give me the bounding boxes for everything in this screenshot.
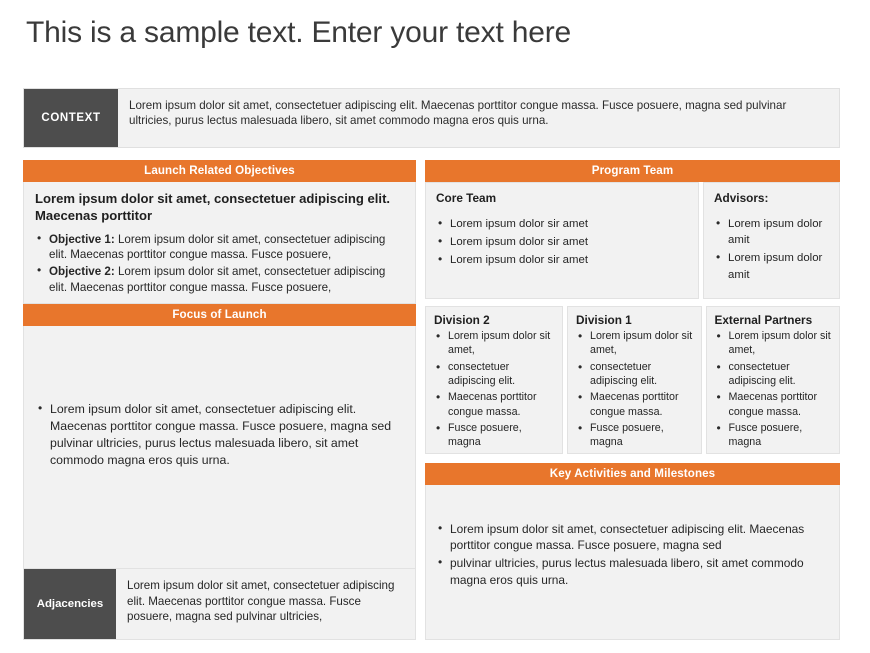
objective-label: Objective 1: [49,232,115,246]
launch-objectives-lead: Lorem ipsum dolor sit amet, consectetuer adipiscing elit. Maecenas porttitor [35,191,391,223]
division-box-2 [425,306,563,454]
list-item: • pulvinar ultricies, purus lectus malesuada libero, sit amet commodo magna eros quis urna. [436,555,823,587]
core-team-box [425,182,699,299]
list-item: • Lorem ipsum dolor amit [714,250,829,282]
advisors-list [714,216,829,283]
list-item: • Lorem ipsum dolor sir amet [436,234,688,250]
list-item: • Lorem ipsum dolor sir amet [436,216,688,232]
page-title: This is a sample text. Enter your text here [26,16,571,49]
objective-text: Lorem ipsum dolor sit amet, consectetuer adipiscing elit. Maecenas porttitor congue massa. Fusce posuere, [49,232,386,261]
list-item: • consectetuer adipiscing elit. [434,360,555,389]
division-box-1 [567,306,701,454]
list-item: • consectetuer adipiscing elit. [715,360,832,389]
list-item: • Maecenas porttitor congue massa. [715,390,832,419]
division-list [576,329,693,450]
list-item [35,264,404,295]
context-row [23,88,840,148]
list-item: • Lorem ipsum dolor amit [714,216,829,248]
focus-of-launch-list [24,401,415,493]
list-item: • Lorem ipsum dolor sit amet, consectetuer adipiscing elit. Maecenas porttitor congue massa. Fusce posuere, magna sed pulvinar ultricies, purus lectus malesuada libero, sit amet commodo magna eros quis urna. [36,401,401,469]
launch-objectives-header: Launch Related Objectives [23,160,416,182]
adjacencies-row [23,569,416,640]
list-item: • Lorem ipsum dolor sit amet, [434,329,555,358]
focus-of-launch-header: Focus of Launch [23,304,416,326]
key-activities-section [425,463,840,640]
list-item: • Maecenas porttitor congue massa. [434,390,555,419]
launch-objectives-panel [23,182,416,304]
key-activities-header: Key Activities and Milestones [425,463,840,485]
list-item: • consectetuer adipiscing elit. [576,360,693,389]
objective-label: Objective 2: [49,265,115,279]
advisors-title: Advisors: [714,191,769,205]
list-item: • Lorem ipsum dolor sit amet, consectetuer adipiscing elit. Maecenas porttitor congue massa. Fusce posuere, magna sed [436,521,823,553]
list-item: • Fusce posuere, magna [434,421,555,450]
focus-of-launch-panel [23,326,416,569]
left-column [23,160,416,640]
list-item: • Maecenas porttitor congue massa. [576,390,693,419]
list-item: • Lorem ipsum dolor sir amet [436,252,688,268]
key-activities-panel [425,485,840,640]
division-title: Division 2 [434,313,490,327]
division-list [715,329,832,450]
context-text: Lorem ipsum dolor sit amet, consectetuer adipiscing elit. Maecenas porttitor congue massa. Fusce posuere, magna sed pulvinar ultricies, purus lectus malesuada libero, sit amet commodo magna eros quis urna. [129,99,787,128]
key-activities-list [436,521,823,588]
context-label: CONTEXT [24,89,118,147]
list-item: • Fusce posuere, magna [576,421,693,450]
content-columns [23,160,840,640]
program-team-header: Program Team [425,160,840,182]
list-item: • Lorem ipsum dolor sit amet, [715,329,832,358]
objective-text: Lorem ipsum dolor sit amet, consectetuer adipiscing elit. Maecenas porttitor congue massa. Fusce posuere, [49,265,386,294]
program-team-grid [425,182,840,299]
division-title: External Partners [714,313,813,327]
division-title: Division 1 [576,313,632,327]
advisors-box [703,182,840,299]
division-list [434,329,555,450]
core-team-list [436,216,688,269]
list-item: • Lorem ipsum dolor sit amet, [576,329,693,358]
right-column [425,160,840,640]
adjacencies-text: Lorem ipsum dolor sit amet, consectetuer adipiscing elit. Maecenas porttitor congue massa. Fusce posuere, magna sed pulvinar ultricies, [127,579,395,624]
core-team-title: Core Team [436,191,497,205]
divisions-grid [425,306,840,454]
external-partners-box [706,306,840,454]
launch-objectives-list [35,232,404,296]
list-item: • Fusce posuere, magna [715,421,832,450]
list-item [35,232,404,263]
adjacencies-label: Adjacencies [24,569,116,639]
